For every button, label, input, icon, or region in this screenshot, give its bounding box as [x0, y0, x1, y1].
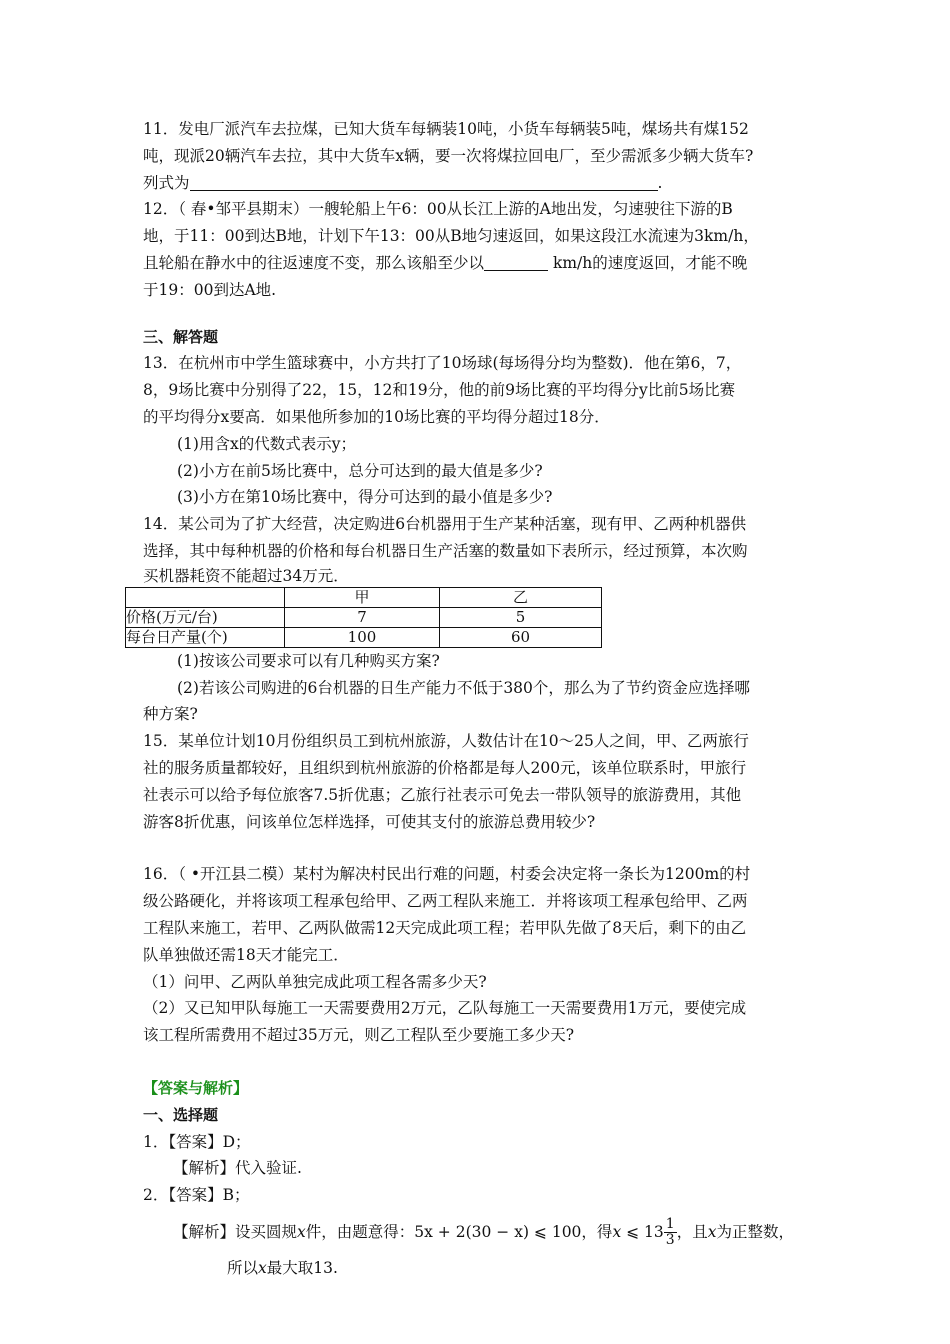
q16-line-4: 队单独做还需18天才能完工． [143, 945, 349, 964]
spacer [143, 835, 823, 861]
q13-line-3: 的平均得分x要高．如果他所参加的10场比赛的平均得分超过18分． [143, 407, 610, 426]
answer-2: 2．【答案】B； [143, 1186, 250, 1205]
spacer [143, 1049, 823, 1075]
spacer [143, 304, 823, 324]
q13-sub-1: (1)用含x的代数式表示y； [177, 434, 356, 453]
q14-line-3: 买机器耗资不能超过34万元． [143, 566, 349, 585]
q12-line-1: 12．（ 春•邹平县期末）一艘轮船上午6：00从长江上游的A地出发，匀速驶往下游的B [143, 200, 733, 219]
q11-line-3 [143, 170, 823, 197]
table-header-cell: 甲 [285, 587, 440, 607]
q16-line-3: 工程队来施工，若甲、乙两队做需12天完成此项工程；若甲队先做了8天后，剩下的由乙 [143, 918, 747, 937]
math-fraction [664, 1217, 677, 1248]
q16-sub-2-line-2: 该工程所需费用不超过35万元，则乙工程队至少要施工多少天? [143, 1026, 575, 1045]
table-header-cell: 乙 [440, 587, 602, 607]
math-var: x [297, 1222, 306, 1241]
q12-answer-blank[interactable] [484, 252, 548, 271]
fraction-denominator: 3 [665, 1232, 675, 1249]
table-cell: 每台日产量(个) [126, 627, 285, 647]
answers-heading: 【答案与解析】 [143, 1078, 249, 1097]
question-15 [143, 728, 823, 835]
question-11 [143, 116, 823, 196]
machine-table [125, 587, 602, 648]
answers-section-1-title: 一、选择题 [143, 1105, 219, 1124]
analysis-2-mid: 件，由题意得： [305, 1222, 415, 1241]
analysis-2-get: ，得 [581, 1222, 613, 1241]
table-header-row [126, 587, 602, 607]
q15-line-4: 游客8折优惠，问该单位怎样选择，可使其支付的旅游总费用较少? [143, 812, 596, 831]
q13-line-2: 8，9场比赛中分别得了22，15，12和19分，他的前9场比赛的平均得分y比前5场比赛 [143, 381, 736, 400]
math-var: x [258, 1258, 267, 1277]
q14-line-2: 选择，其中每种机器的价格和每台机器日生产活塞的数量如下表所示，经过预算，本次购 [143, 541, 748, 560]
q16-line-1: 16．（ •开江县二模）某村为解决村民出行难的问题，村委会决定将一条长为1200m的村 [143, 865, 751, 884]
q13-sub-3: (3)小方在第10场比赛中，得分可达到的最小值是多少? [177, 488, 553, 507]
conclusion-suffix: 最大取13. [266, 1258, 338, 1277]
section-3-title: 三、解答题 [143, 327, 219, 346]
math-var: x [707, 1222, 717, 1241]
q12-line-2: 地，于11：00到达B地，计划下午13：00从B地匀速返回，如果这段江水流速为3km/h， [143, 227, 759, 246]
table-cell: 价格(万元/台) [126, 607, 285, 627]
q14-sub-2-line-2: 种方案? [143, 705, 198, 724]
analysis-2-after: ，且 [676, 1222, 708, 1241]
table-row [126, 627, 602, 647]
math-le: ⩽ 13 [621, 1222, 664, 1241]
conclusion-prefix: 所以 [227, 1258, 259, 1277]
q12-prefix: 且轮船在静水中的往返速度不变，那么该船至少以 [143, 253, 485, 272]
analysis-1: 【解析】代入验证. [173, 1159, 302, 1178]
analysis-2-after-2: 为正整数， [716, 1222, 794, 1241]
q11-line-2: 吨，现派20辆汽车去拉，其中大货车x辆，要一次将煤拉回电厂，至少需派多少辆大货车? [143, 146, 754, 165]
answers-section [143, 1075, 823, 1282]
question-12 [143, 196, 823, 303]
answer-1: 1．【答案】D； [143, 1132, 251, 1151]
q14-sub-2-line-1: (2)若该公司购进的6台机器的日生产能力不低于380个，那么为了节约资金应选择哪 [177, 678, 750, 697]
q14-sub-1: (1)按该公司要求可以有几种购买方案? [177, 651, 440, 670]
question-14 [126, 511, 823, 728]
question-13 [143, 350, 823, 511]
q11-line-1: 11．发电厂派汽车去拉煤，已知大货车每辆装10吨，小货车每辆装5吨，煤场共有煤152 [143, 120, 749, 138]
table-header-cell [126, 587, 285, 607]
q13-line-1: 13．在杭州市中学生篮球赛中，小方共打了10场球(每场得分均为整数)．他在第6，7， [143, 354, 742, 373]
q16-line-2: 级公路硬化，并将该项工程承包给甲、乙两工程队来施工．并将该项工程承包给甲、乙两 [143, 892, 748, 911]
table-row [126, 607, 602, 627]
q12-line-3 [143, 250, 823, 277]
document-page [126, 116, 823, 1282]
q16-sub-2-line-1: （2）又已知甲队每施工一天需要费用2万元，乙队每施工一天需要费用1万元，要使完成 [143, 999, 747, 1018]
q12-line-4: 于19：00到达A地. [143, 280, 277, 299]
table-cell: 5 [440, 607, 602, 627]
q16-sub-1: （1）问甲、乙两队单独完成此项工程各需多少天? [143, 972, 487, 991]
analysis-2-prefix: 【解析】设买圆规 [173, 1222, 298, 1241]
table-cell: 100 [285, 627, 440, 647]
q15-line-1: 15．某单位计划10月份组织员工到杭州旅游，人数估计在10～25人之间，甲、乙两旅行 [143, 732, 749, 751]
fraction-numerator: 1 [665, 1216, 675, 1233]
math-var: x [612, 1222, 622, 1241]
q13-sub-2: (2)小方在前5场比赛中，总分可达到的最大值是多少? [177, 461, 543, 480]
q12-suffix: km/h的速度返回，才能不晚 [548, 253, 748, 272]
table-cell: 7 [285, 607, 440, 627]
q15-line-3: 社表示可以给予每位旅客7.5折优惠；乙旅行社表示可免去一带队领导的旅游费用，其他 [143, 785, 742, 804]
analysis-2 [143, 1209, 823, 1255]
analysis-2-conclusion [143, 1255, 823, 1282]
q14-line-1: 14．某公司为了扩大经营，决定购进6台机器用于生产某种活塞，现有甲、乙两种机器供 [143, 515, 747, 534]
question-16 [143, 861, 823, 1049]
math-inequality: 5x + 2(30 − x) ⩽ 100 [414, 1222, 582, 1241]
table-cell: 60 [440, 627, 602, 647]
q11-suffix: . [657, 173, 663, 192]
q15-line-2: 社的服务质量都较好，且组织到杭州旅游的价格都是每人200元，该单位联系时，甲旅行 [143, 758, 747, 777]
q11-answer-blank[interactable] [190, 172, 658, 191]
q11-prefix: 列式为 [143, 173, 190, 192]
